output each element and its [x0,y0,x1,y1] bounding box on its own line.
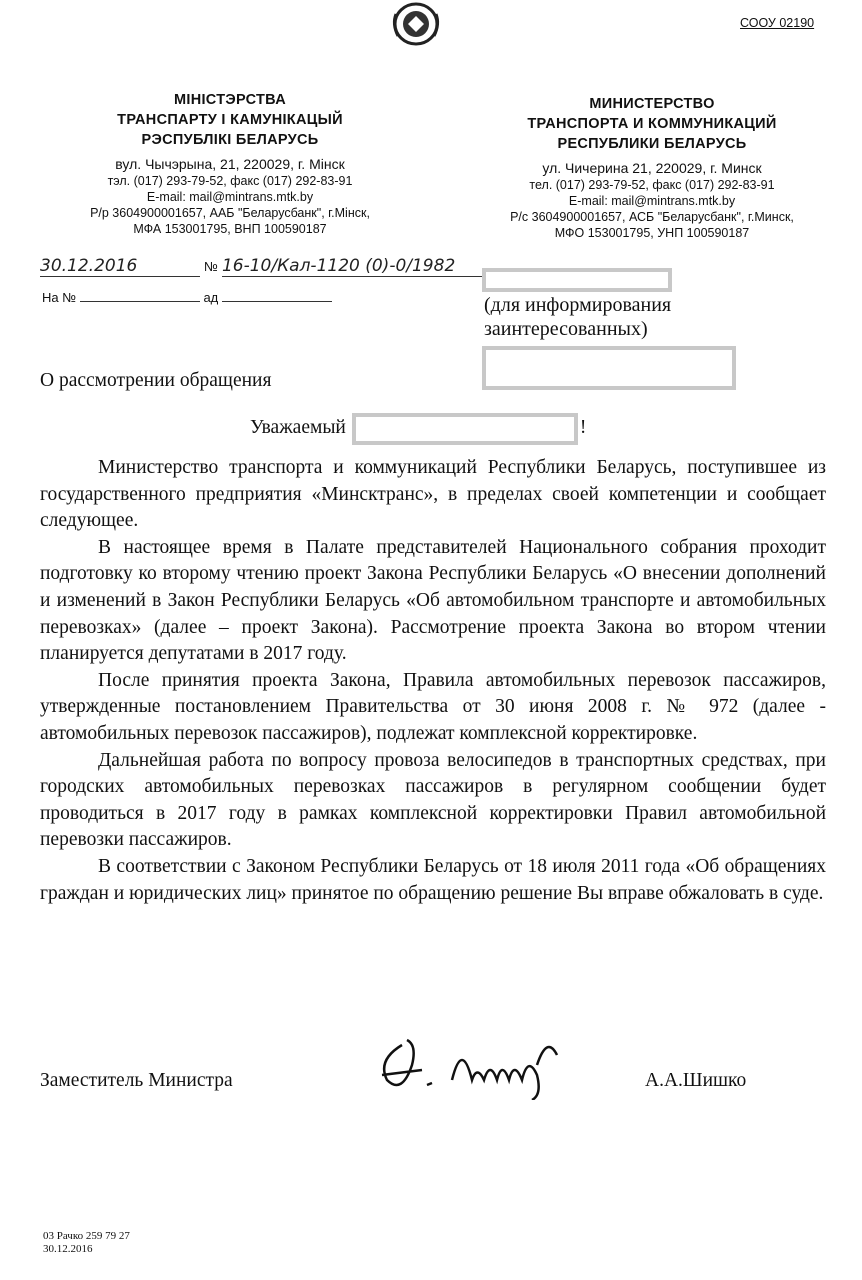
paragraph: После принятия проекта Закона, Правила автомобильных перевозок пассажиров, утвержденные постановлением Правительства от 30 июня 2008 г. № 972 (далее - автомобильных перевозок пассажиров), подлежат комплексной корректировке. [40,669,826,744]
ref-date-field [222,301,332,302]
redacted-address [482,346,736,390]
state-emblem-icon [390,2,442,46]
reference-line [42,290,332,305]
letter-body [40,455,826,907]
ministry-title-ru [452,94,852,154]
executor-info: 03 Рачко 259 79 27 [43,1230,130,1242]
paragraph: Дальнейшая работа по вопросу провоза велосипедов в транспортных средствах, при городских автомобильных перевозках пассажиров в регулярном сообщении будет проводиться в 2017 году в рамках комплексной корректировки Правил автомобильной перевозки пассажиров. [40,749,826,851]
paragraph: В соответствии с Законом Республики Беларусь от 18 июля 2011 года «Об обращениях граждан и юридических лиц» принятое по обращению решение Вы вправе обжаловать в суде. [40,855,826,904]
subject: О рассмотрении обращения [40,370,272,391]
ref-label: На № [42,290,77,305]
registration-date: 30.12.2016 [40,256,200,277]
registration-number: 16-10/Кал-1120 (0)-0/1982 [222,256,482,277]
salutation-text: Уважаемый [250,417,346,438]
title-line: РЕСПУБЛИКИ БЕЛАРУСЬ [557,136,747,152]
redacted-name [352,413,578,445]
address: ул. Чичерина 21, 220029, г. Минск [542,160,762,176]
title-line: ТРАНСПОРТА И КОММУНИКАЦИЙ [527,116,777,132]
footer-date: 30.12.2016 [43,1243,93,1255]
letterhead-russian [452,94,852,241]
registration-line [40,256,482,277]
email: E-mail: mail@mintrans.mtk.by [146,190,314,204]
footer-executor [43,1230,130,1256]
paragraph: В настоящее время в Палате представителей Национального собрания проходит подготовку ко второму чтению проект Закона Республики Беларусь «О внесении дополнений и изменений в Закон Республики Беларусь «Об автомобильном транспорте и автомобильных перевозках» (далее – проект Закона). Рассмотрение проекта Закона во втором чтении планируется депутатами в 2017 году. [40,536,826,665]
title-line: ТРАНСПАРТУ І КАМУНІКАЦЫЙ [117,112,343,128]
recipient-note: (для информирования заинтересованных) [484,294,672,340]
title-line: МІНІСТЭРСТВА [174,92,286,108]
paragraph: Министерство транспорта и коммуникаций Республики Беларусь, поступившее из государственного предприятия «Минсктранс», в пределах своей компетенции и сообщает следующее. [40,457,826,532]
title-line: МИНИСТЕРСТВО [589,96,715,112]
redacted-recipient [482,268,672,292]
letterhead-belarusian [30,90,430,237]
number-label: № [204,259,218,274]
salutation [250,412,586,445]
handwritten-signature [372,1025,582,1105]
bank-details: Р/с 3604900001657, АСБ "Беларусбанк", г.Минск, [510,210,794,224]
codes: МФО 153001795, УНП 100590187 [554,226,750,240]
ref-number-field [80,301,200,302]
phone: тел. (017) 293-79-52, факс (017) 292-83-91 [529,178,775,192]
salutation-end: ! [579,417,587,438]
email: E-mail: mail@mintrans.mtk.by [568,194,736,208]
ref-from-label: ад [203,290,219,305]
codes: МФА 153001795, ВНП 100590187 [133,222,327,236]
signatory-name: А.А.Шишко [645,1070,747,1091]
title-line: РЭСПУБЛІКІ БЕЛАРУСЬ [141,132,319,148]
address: вул. Чычэрына, 21, 220029, г. Мінск [115,156,345,172]
phone: тэл. (017) 293-79-52, факс (017) 292-83-91 [107,174,353,188]
signatory-position: Заместитель Министра [40,1070,233,1091]
document-code: СООУ 02190 [740,16,815,30]
bank-details: Р/р 3604900001657, ААБ "Беларусбанк", г.Мінск, [90,206,370,220]
ministry-title-by [30,90,430,150]
